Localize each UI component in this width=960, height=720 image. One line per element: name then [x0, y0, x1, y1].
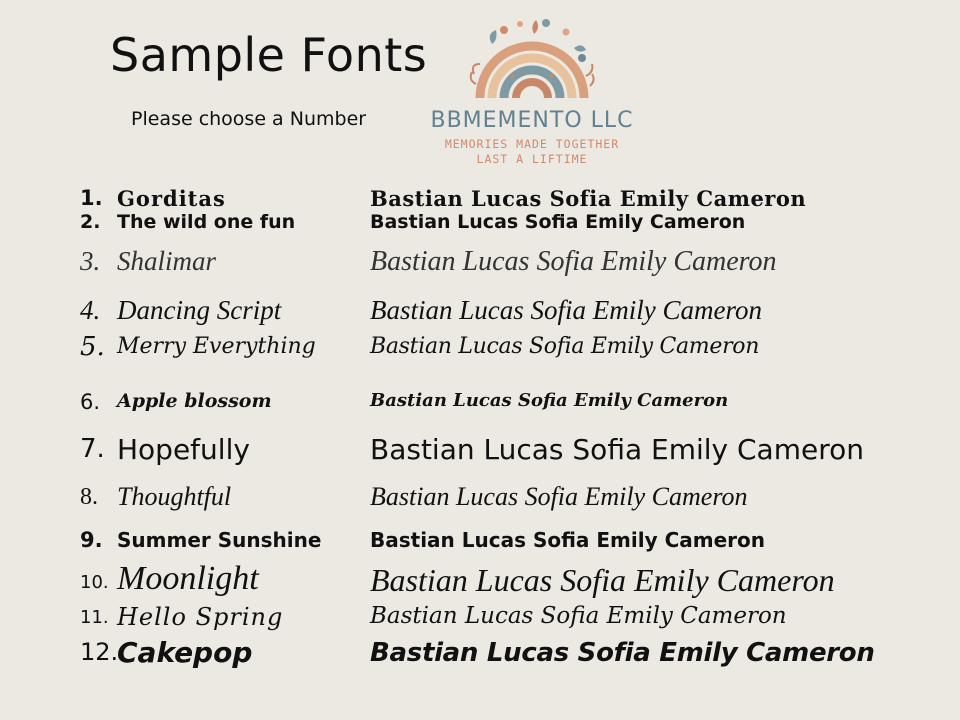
- font-number: 7.: [80, 434, 105, 464]
- font-name: Thoughtful: [117, 482, 232, 511]
- font-name: Apple blossom: [117, 390, 272, 412]
- font-number: 11.: [80, 607, 109, 628]
- font-number: 9.: [80, 528, 103, 552]
- font-sample: Bastian Lucas Sofia Emily Cameron: [370, 562, 835, 598]
- tagline-line-2: LAST A LIFTIME: [476, 152, 588, 166]
- page-subtitle: Please choose a Number: [131, 108, 367, 130]
- font-sample: Bastian Lucas Sofia Emily Cameron: [370, 482, 748, 511]
- font-number: 10.: [80, 572, 109, 593]
- rainbow-logo-icon: [462, 14, 602, 102]
- font-sample: Bastian Lucas Sofia Emily Cameron: [370, 603, 787, 629]
- font-sample: Bastian Lucas Sofia Emily Cameron: [370, 390, 729, 411]
- font-number: 1.: [80, 186, 103, 210]
- font-number: 2.: [80, 211, 101, 233]
- brand-tagline: [414, 137, 650, 167]
- font-number: 5.: [80, 332, 105, 362]
- font-number: 8.: [80, 484, 98, 510]
- font-sample: Bastian Lucas Sofia Emily Cameron: [370, 295, 762, 325]
- font-sample: Bastian Lucas Sofia Emily Cameron: [370, 528, 766, 552]
- font-number: 4.: [80, 295, 101, 325]
- font-number: 6.: [80, 390, 101, 414]
- font-name: The wild one fun: [117, 211, 296, 233]
- font-name: Cakepop: [117, 636, 253, 669]
- font-number: 3.: [80, 246, 101, 276]
- font-name: Hopefully: [117, 433, 250, 466]
- font-sample: Bastian Lucas Sofia Emily Cameron: [370, 211, 746, 233]
- font-name: Shalimar: [117, 246, 217, 276]
- font-name: Dancing Script: [117, 295, 282, 325]
- font-sample: Bastian Lucas Sofia Emily Cameron: [370, 246, 777, 277]
- font-name: Summer Sunshine: [117, 528, 322, 552]
- tagline-line-1: MEMORIES MADE TOGETHER: [444, 137, 620, 151]
- font-name: Hello Spring: [117, 603, 284, 631]
- font-sample: Bastian Lucas Sofia Emily Cameron: [370, 334, 760, 359]
- font-sample: Bastian Lucas Sofia Emily Cameron: [370, 186, 807, 211]
- page-title: Sample Fonts: [110, 28, 428, 82]
- font-sample: Bastian Lucas Sofia Emily Cameron: [370, 433, 864, 466]
- font-sample: Bastian Lucas Sofia Emily Cameron: [370, 638, 875, 668]
- font-name: Merry Everything: [117, 334, 316, 359]
- brand-name: BBMEMENTO LLC: [430, 108, 634, 133]
- font-name: Moonlight: [117, 560, 259, 597]
- font-number: 12.: [80, 638, 119, 666]
- font-name: Gorditas: [117, 186, 226, 211]
